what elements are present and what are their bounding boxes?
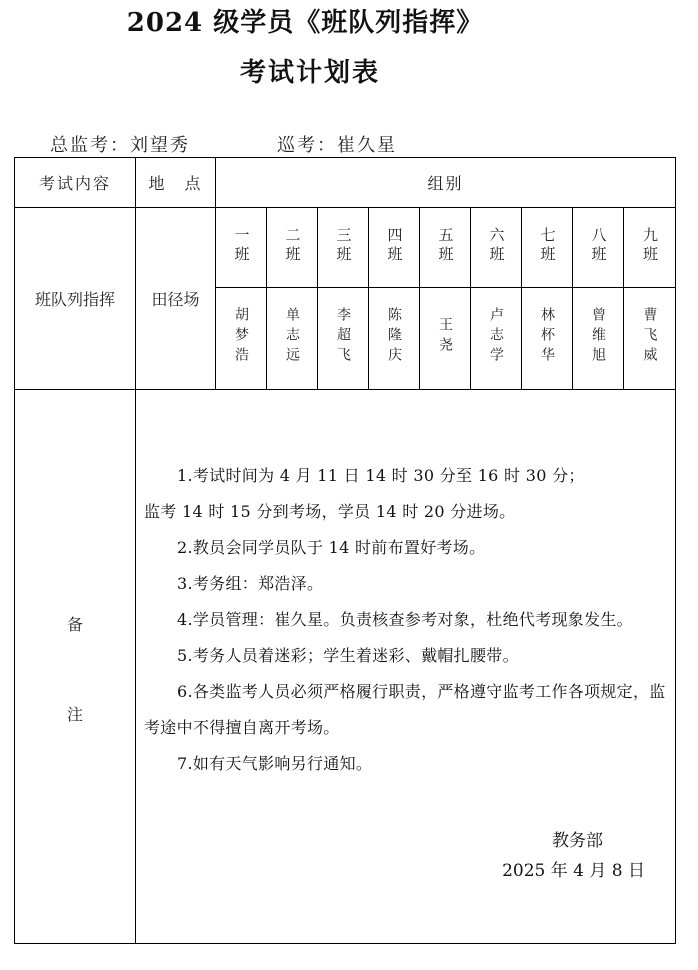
notes-cell	[136, 390, 676, 944]
note-item: 7.如有天气影响另行通知。	[177, 754, 373, 773]
note-item: 6.各类监考人员必须严格履行职责，严格遵守监考工作各项规定，监考途中不得擅自离开考场。	[144, 682, 666, 737]
class-label: 五班	[436, 226, 455, 265]
location-cell: 田径场	[136, 208, 216, 390]
class-cell	[471, 208, 522, 288]
class-label: 二班	[283, 226, 302, 265]
header-location: 地 点	[136, 158, 216, 208]
header-groups: 组别	[216, 158, 676, 208]
note-item: 4.学员管理：崔久星。负责核查参考对象，杜绝代考现象发生。	[177, 610, 633, 629]
class-cell	[318, 208, 369, 288]
signature-department: 教务部	[552, 831, 603, 851]
notes-label-cell	[15, 390, 136, 944]
class-label: 三班	[334, 226, 353, 265]
header-exam-content: 考试内容	[15, 158, 136, 208]
notes-label-top: 备	[66, 615, 84, 634]
table-header-row	[15, 158, 676, 208]
class-cell	[267, 208, 318, 288]
chief-proctor: 总监考：刘望秀	[50, 135, 190, 156]
document-title: 2024 级学员《班队列指挥》	[126, 8, 484, 38]
leader-name: 曹飞威	[641, 306, 658, 367]
leader-name: 李超飞	[335, 306, 351, 367]
note-item: 监考 14 时 15 分到考场，学员 14 时 20 分进场。	[144, 502, 516, 521]
leader-name: 卢志学	[488, 306, 504, 367]
leader-name: 林杯华	[539, 306, 555, 367]
note-item: 3.考务组：郑浩泽。	[177, 574, 324, 593]
class-cell	[573, 208, 624, 288]
note-item: 5.考务人员着迷彩；学生着迷彩、戴帽扎腰带。	[177, 646, 519, 665]
class-cell	[216, 208, 267, 288]
leader-cell	[471, 288, 522, 390]
leader-cell	[267, 288, 318, 390]
class-cell	[522, 208, 573, 288]
class-label: 四班	[385, 226, 404, 265]
class-label: 一班	[232, 226, 251, 265]
class-label: 八班	[589, 226, 608, 265]
class-cell	[369, 208, 420, 288]
leader-name: 单志远	[284, 306, 300, 367]
class-label: 六班	[487, 226, 506, 265]
leader-name: 陈隆庆	[386, 306, 402, 367]
notes-list	[144, 458, 675, 782]
note-item: 1.考试时间为 4 月 11 日 14 时 30 分至 16 时 30 分；	[177, 466, 585, 485]
leader-cell	[624, 288, 676, 390]
leader-cell	[369, 288, 420, 390]
leader-cell	[216, 288, 267, 390]
leader-cell	[522, 288, 573, 390]
class-label: 九班	[641, 226, 659, 265]
leader-name: 曾维旭	[590, 306, 606, 367]
leader-name: 胡梦浩	[233, 306, 249, 367]
exam-plan-table	[14, 157, 676, 944]
class-cell	[420, 208, 471, 288]
document-subtitle: 考试计划表	[239, 58, 380, 88]
note-item: 2.教员会同学员队于 14 时前布置好考场。	[177, 538, 486, 557]
leader-name: 王尧	[437, 316, 453, 357]
leader-cell	[318, 288, 369, 390]
leader-cell	[420, 288, 471, 390]
notes-row	[15, 390, 676, 944]
notes-label-bottom: 注	[66, 705, 84, 724]
signature-date: 2025 年 4 月 8 日	[502, 861, 645, 881]
class-cell	[624, 208, 676, 288]
patrol-proctor: 巡考：崔久星	[277, 135, 397, 156]
exam-content-cell: 班队列指挥	[15, 208, 136, 390]
leader-cell	[573, 288, 624, 390]
class-label: 七班	[538, 226, 557, 265]
class-row	[15, 208, 676, 288]
